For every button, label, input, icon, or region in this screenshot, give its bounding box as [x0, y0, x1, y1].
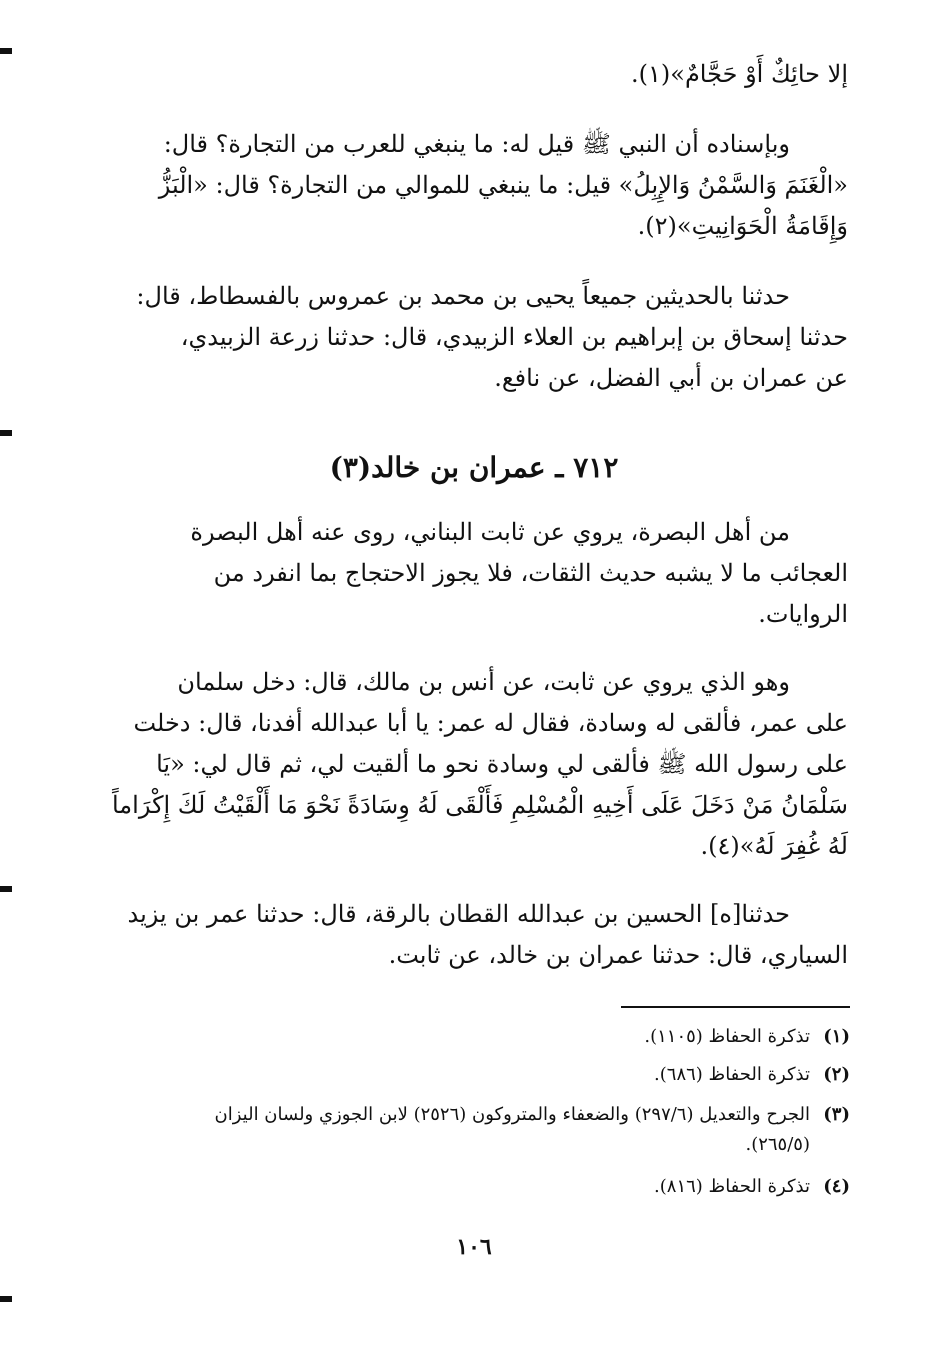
- text-line: حدثنا إسحاق بن إبراهيم بن العلاء الزبيدي، قال: حدثنا زرعة الزبيدي،: [180, 323, 848, 351]
- text-line: وهو الذي يروي عن ثابت، عن أنس بن مالك، قال: دخل سلمان: [177, 668, 790, 696]
- page-number: ١٠٦: [456, 1234, 492, 1260]
- footnote-text: تذكرة الحفاظ (٦٨٦).: [654, 1064, 810, 1085]
- footnote-number: (٢): [823, 1064, 850, 1085]
- text-line: لَهُ غُفِرَ لَهُ»(٤).: [700, 832, 848, 860]
- footnote: [100, 1172, 850, 1202]
- entry-heading: ٧١٢ ـ عمران بن خالد(٣): [329, 451, 619, 484]
- paragraph-salman-hadith: [103, 662, 848, 867]
- text-line: على عمر، فألقى له وسادة، فقال له عمر: يا أبا عبدالله أفدنا، قال: دخلت: [133, 709, 848, 737]
- text-line: «الْغَنَمَ وَالسَّمْنُ وَالإِبِلُ» قيل: ما ينبغي للموالي من التجارة؟ قال: «الْبَزُّ: [158, 171, 848, 199]
- paragraph-continuation: [103, 54, 848, 95]
- text-line: من أهل البصرة، يروي عن ثابت البناني، روى عنه أهل البصرة: [190, 518, 790, 546]
- footnote-number: (٣): [823, 1104, 850, 1125]
- footnote-number: (٤): [823, 1176, 850, 1197]
- text-line: إلا حائِكٌ أَوْ حَجَّامٌ»(١).: [631, 60, 848, 88]
- footnote-continuation: (٢٦٥/٥).: [745, 1134, 810, 1155]
- scan-edge-mark: [0, 886, 12, 892]
- text-line: وَإِقَامَةُ الْحَوَانِيتِ»(٢).: [637, 212, 848, 240]
- paragraph-isnad: [103, 276, 848, 399]
- footnote: [100, 1022, 850, 1052]
- text-line: حدثنا بالحديثين جميعاً يحيى بن محمد بن عمروس بالفسطاط، قال:: [136, 282, 790, 310]
- scan-edge-mark: [0, 48, 12, 54]
- text-line: الروايات.: [758, 600, 848, 628]
- footnote-text: تذكرة الحفاظ (٨١٦).: [654, 1176, 810, 1197]
- footnote: [100, 1100, 850, 1160]
- scan-edge-mark: [0, 430, 12, 436]
- footnote-text: الجرح والتعديل (٢٩٧/٦) والضعفاء والمتروكون (٢٥٢٦) لابن الجوزي ولسان اليزان: [214, 1104, 810, 1125]
- text-line: السياري، قال: حدثنا عمران بن خالد، عن ثابت.: [388, 941, 848, 969]
- text-line: على رسول الله ﷺ فألقى لي وسادة نحو ما ألقيت لي، ثم قال لي: «يَا: [156, 750, 848, 778]
- footnote: [100, 1060, 850, 1090]
- text-line: عن عمران بن أبي الفضل، عن نافع.: [494, 364, 848, 392]
- text-line: سَلْمَانُ مَنْ دَخَلَ عَلَى أَخِيهِ الْمُسْلِمِ فَأَلْقَى لَهُ وِسَادَةً نَحْوَ مَا أَلْقَيْتُ لَكَ إِكْرَاماً: [111, 791, 848, 819]
- footnote-number: (١): [823, 1026, 850, 1047]
- text-line: حدثنا[ه] الحسين بن عبدالله القطان بالرقة، قال: حدثنا عمر بن يزيد: [127, 900, 790, 928]
- text-line: وبإسناده أن النبي ﷺ قيل له: ما ينبغي للعرب من التجارة؟ قال:: [163, 130, 790, 158]
- footnote-separator: [621, 1006, 850, 1008]
- paragraph-trade-hadith: [103, 124, 848, 247]
- text-line: العجائب ما لا يشبه حديث الثقات، فلا يجوز الاحتجاج بما انفرد من: [213, 559, 848, 587]
- paragraph-final-isnad: [103, 894, 848, 976]
- paragraph-biography: [103, 512, 848, 635]
- scan-edge-mark: [0, 1296, 12, 1302]
- footnote-text: تذكرة الحفاظ (١١٠٥).: [644, 1026, 810, 1047]
